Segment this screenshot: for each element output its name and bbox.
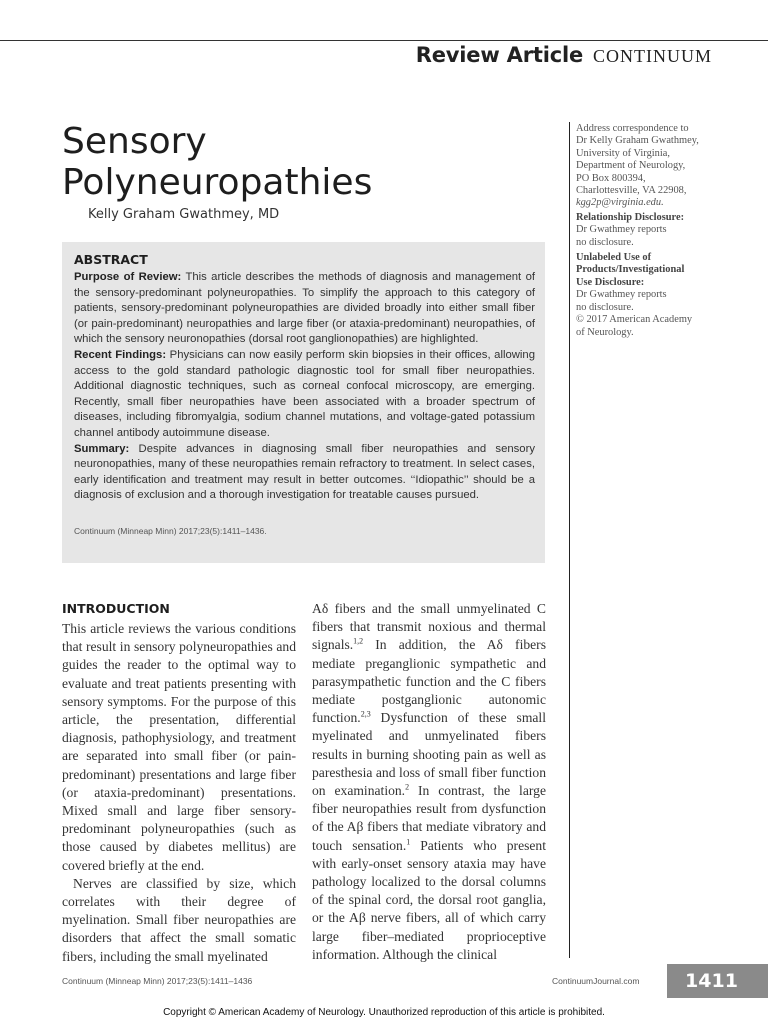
sidebar-divider [569,122,570,958]
purpose-text: This article describes the methods of diagnosis and management of the sensory-predominant polyneuropathies. To simplify the approach to this category of patients, sensory-predominant polyneuropathies are divided broadly into either small fiber (or pain-predominant) neuropathies and large fiber (or ataxia-predominant) neuropathies, of which the sensory neuronopathies (dorsal root ganglionopathies) are highlighted. [74,271,535,346]
findings-label: Recent Findings: [74,348,167,361]
abstract-summary [74,442,535,504]
unlabeled-line: Dr Gwathmey reports [576,289,667,301]
body-column-2 [312,600,546,964]
relationship-heading: Relationship Disclosure: [576,211,685,223]
address-line: Dr Kelly Graham Gwathmey, [576,135,699,147]
journal-header [416,43,712,67]
body-sentence: In addition, the Aδ fibers mediate preganglionic sympathetic and parasympathetic function and the C fibers mediate postganglionic autonomic function. [312,637,546,726]
abstract-box [62,242,545,563]
relationship-line: Dr Gwathmey reports [576,224,667,236]
body-column-1 [62,600,296,966]
title-line-1: Sensory [62,121,207,162]
intro-paragraph-2: Nerves are classified by size, which correlates with their degree of myelination. Small fiber neuropathies are disorders that affect the small somatic fibers, including the small myelinated [62,875,296,964]
reference-superscript[interactable]: 1,2 [353,636,364,646]
unlabeled-heading: Products/Investigational [576,264,685,276]
abstract-citation: Continuum (Minneap Minn) 2017;23(5):1411–1436. [74,525,267,536]
copyright-line: of Neurology. [576,326,634,338]
address-line: Charlottesville, VA 22908, [576,185,687,197]
unlabeled-heading: Unlabeled Use of [576,252,652,264]
abstract-heading: ABSTRACT [74,252,148,267]
sidebar-notes [576,123,726,339]
author-name: Kelly Graham Gwathmey, MD [88,207,280,222]
footer-citation: Continuum (Minneap Minn) 2017;23(5):1411–1436 [62,976,253,986]
unlabeled-line: no disclosure. [576,301,634,313]
address-line: Department of Neurology, [576,160,686,172]
body-sentence: Aδ fibers and the small unmyelinated C fibers that transmit noxious and thermal signals. [312,601,546,653]
email-link[interactable]: kgg2p@virginia.edu. [576,197,664,209]
summary-label: Summary: [74,442,130,455]
address-line: PO Box 800394, [576,172,646,184]
purpose-label: Purpose of Review: [74,271,182,283]
section-label: Review Article [415,43,583,67]
body-sentence: Patients who present with early-onset sensory ataxia may have pathology localized to the dorsal columns of the spinal cord, the dorsal root ganglia, or the Aβ nerve fibers, all of which carry large fiber–mediated proprioceptive information. Although the clinical [312,837,546,962]
abstract-purpose [74,270,535,348]
intro-paragraph-1: This article reviews the various conditions that result in sensory polyneuropathies and guides the reader to the optimal way to evaluate and treat patients presenting with sensory symptoms. For the purpose of this article, the presentation, differential diagnosis, pathophysiology, and treatment are separated into small fiber (or pain-predominant) presentations and large fiber (or ataxia-predominant) presentations. Mixed small and large fiber sensory-predominant polyneuropathies (such as those caused by diabetes mellitus) are covered briefly at the end. [62,621,296,873]
intro-paragraph-continued [312,600,546,964]
title-line-2: Polyneuropathies [62,162,373,203]
intro-heading: INTRODUCTION [62,601,170,616]
journal-brand: CONTINUUM [593,46,712,66]
abstract-findings [74,348,535,442]
address-line: Address correspondence to [576,123,689,134]
reference-superscript[interactable]: 2,3 [360,709,371,719]
relationship-line: no disclosure. [576,236,634,248]
page-number: 1411 [685,970,738,992]
body-sentence: Dysfunction of these small myelinated and unmyelinated fibers results in burning shooting pain as well as paresthesia and loss of small fiber function on examination. [312,710,546,799]
reference-superscript[interactable]: 1 [406,837,411,847]
article-title [62,121,372,203]
body-sentence: In contrast, the large fiber neuropathies result from dysfunction of the Aβ fibers that mediate vibratory and touch sensation. [312,783,546,853]
copyright-notice: Copyright © American Academy of Neurology. Unauthorized reproduction of this article is prohibited. [163,1007,605,1018]
summary-text: Despite advances in diagnosing small fiber neuropathies and sensory neuronopathies, many of these neuropathies remain refractory to treatment. In select cases, early identification and treatment may result in better outcomes. ‘‘Idiopathic’’ should be a diagnosis of exclusion and a thorough investigation for treatable causes pursued. [74,442,535,502]
copyright-line: © 2017 American Academy [576,314,693,326]
page-number-box [667,964,768,998]
header-rule [0,40,768,41]
footer-site-link[interactable]: ContinuumJournal.com [552,976,640,986]
unlabeled-heading: Use Disclosure: [576,276,645,288]
findings-text: Physicians can now easily perform skin biopsies in their offices, allowing access to the gold standard pathologic diagnostic tool for small fiber neuropathies. Additional diagnostic techniques, such as corneal confocal microscopy, are emerging. Recently, small fiber neuropathies have been associated with a broader spectrum of diseases, including fibromyalgia, sodium channel mutations, and voltage-gated potassium channel antibody autoimmune disease. [74,348,535,439]
reference-superscript[interactable]: 2 [405,782,410,792]
address-line: University of Virginia, [576,147,670,159]
